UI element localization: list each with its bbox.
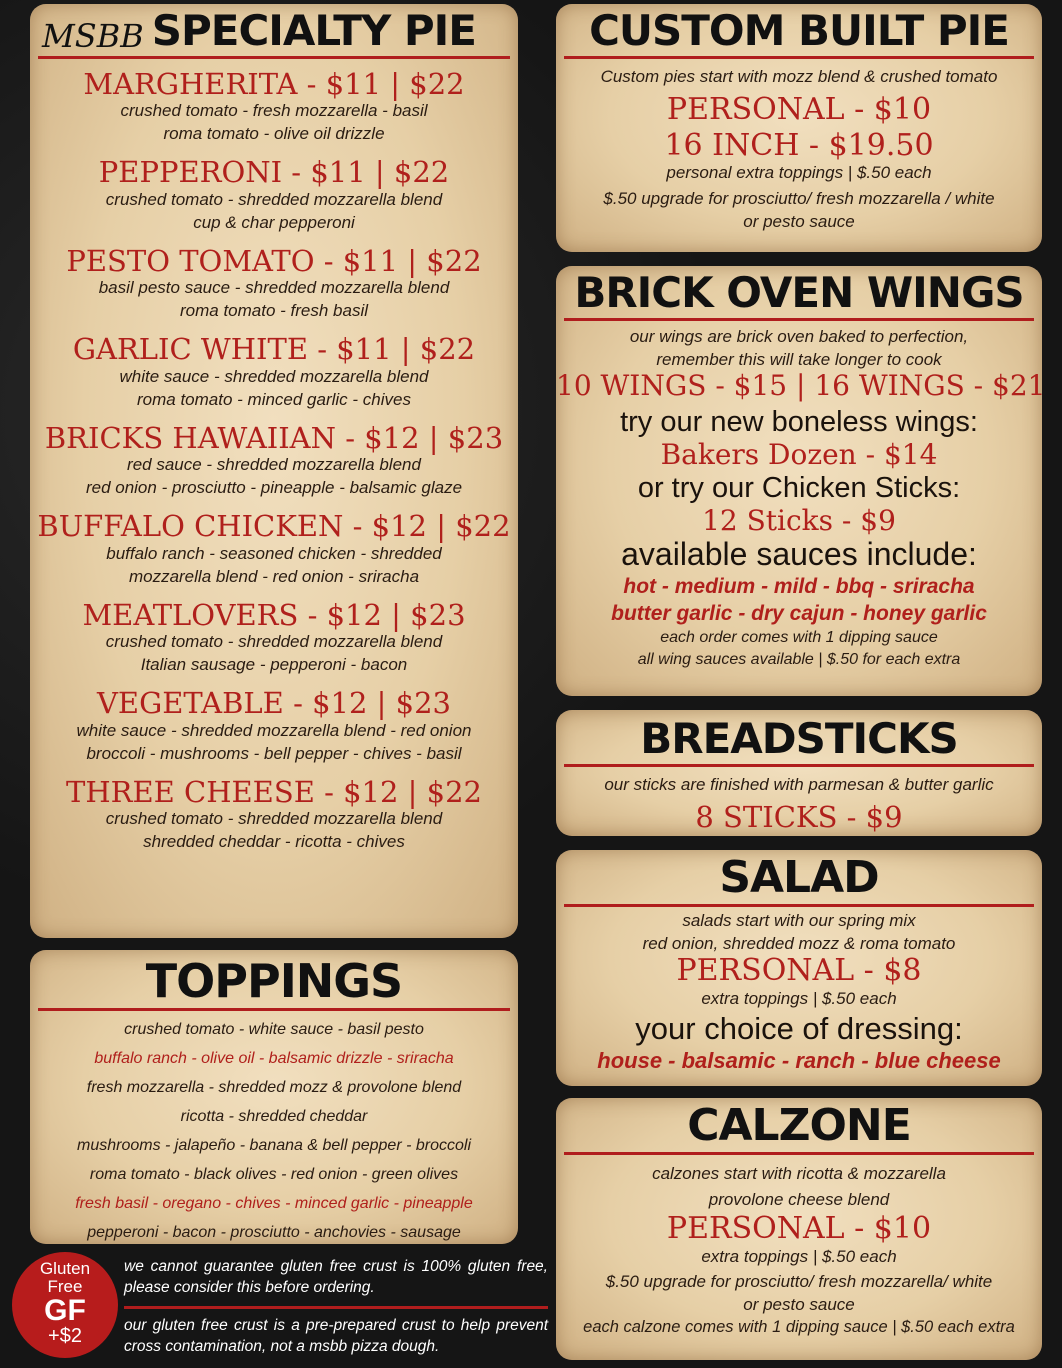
menu-item [30, 774, 518, 853]
gf-note: we cannot guarantee gluten free crust is 100% gluten free, please consider this before ordering. [124, 1258, 548, 1296]
dressing-list: house - balsamic - ranch - blue cheese [597, 1047, 1001, 1073]
custom-divider [564, 56, 1034, 59]
item-desc: crushed tomato - shredded mozzarella blend [105, 189, 443, 209]
salad-divider [564, 904, 1034, 907]
salad-price: PERSONAL - $8 [676, 953, 922, 988]
item-desc: roma tomato - minced garlic - chives [137, 389, 411, 409]
item-desc: crushed tomato - shredded mozzarella blend [105, 632, 443, 652]
salad-intro: red onion, shredded mozz & roma tomato [642, 934, 956, 953]
toppings-divider [38, 1008, 510, 1011]
menu-item [30, 420, 518, 499]
custom-pie-panel [556, 4, 1042, 252]
custom-line: or pesto sauce [743, 212, 855, 231]
item-desc: crushed tomato - shredded mozzarella blend [105, 808, 443, 828]
custom-title: CUSTOM BUILT PIE [589, 6, 1009, 55]
salad-extra: extra toppings | $.50 each [701, 988, 897, 1008]
toppings-title: TOPPINGS [145, 954, 403, 1008]
breadsticks-intro: our sticks are finished with parmesan & butter garlic [604, 775, 994, 794]
item-desc: shredded cheddar - ricotta - chives [143, 831, 405, 851]
item-desc: white sauce - shredded mozzarella blend [119, 366, 429, 386]
menu-item [30, 334, 518, 410]
salad-intro: salads start with our spring mix [682, 911, 916, 930]
topping-line: fresh mozzarella - shredded mozz & provolone blend [86, 1079, 462, 1096]
custom-line: personal extra toppings | $.50 each [666, 163, 932, 182]
calzone-title: CALZONE [687, 1100, 911, 1151]
calzone-divider [564, 1152, 1034, 1155]
toppings-panel [30, 950, 518, 1244]
calzone-panel [556, 1098, 1042, 1360]
calzone-extra: extra toppings | $.50 each [701, 1246, 897, 1266]
gf-badge-line: Free [47, 1277, 83, 1296]
custom-intro: Custom pies start with mozz blend & crushed tomato [600, 67, 998, 86]
gluten-free-notes [124, 1256, 548, 1357]
topping-line: fresh basil - oregano - chives - minced garlic - pineapple [75, 1195, 473, 1212]
item-desc: cup & char pepperoni [193, 212, 355, 232]
item-price: PEPPERONI - $11 | $22 [98, 155, 450, 190]
sauce-list: butter garlic - dry cajun - honey garlic [611, 602, 987, 626]
menu-item [30, 511, 518, 587]
salad-panel [556, 850, 1042, 1086]
sticks-price: 12 Sticks - $9 [702, 503, 896, 537]
calzone-price: PERSONAL - $10 [666, 1211, 932, 1246]
item-price: BUFFALO CHICKEN - $12 | $22 [37, 509, 511, 544]
gf-note: our gluten free crust is a pre-prepared crust to help prevent cross contamination, not a msbb pizza dough. [124, 1317, 548, 1355]
breadsticks-price: 8 STICKS - $9 [695, 800, 903, 834]
item-price: MARGHERITA - $11 | $22 [83, 67, 465, 101]
wings-note: all wing sauces available | $.50 for each extra [637, 651, 961, 669]
item-desc: mozzarella blend - red onion - sriracha [128, 566, 420, 586]
wings-price: 10 WINGS - $15 | 16 WINGS - $21 [556, 369, 1046, 402]
item-desc: roma tomato - olive oil drizzle [163, 124, 385, 144]
wings-note: each order comes with 1 dipping sauce [660, 629, 938, 647]
calzone-intro: calzones start with ricotta & mozzarella [652, 1164, 946, 1183]
item-price: THREE CHEESE - $12 | $22 [65, 774, 483, 809]
item-desc: buffalo ranch - seasoned chicken - shredded [106, 543, 442, 563]
breadsticks-title: BREADSTICKS [640, 714, 958, 763]
topping-line: buffalo ranch - olive oil - balsamic drizzle - sriracha [94, 1050, 454, 1067]
gf-badge-line: Gluten [39, 1259, 91, 1278]
item-price: BRICKS HAWAIIAN - $12 | $23 [44, 420, 504, 455]
wings-divider [564, 318, 1034, 321]
specialty-divider [38, 56, 510, 59]
specialty-header [30, 4, 518, 56]
item-price: VEGETABLE - $12 | $23 [96, 686, 452, 721]
topping-line: mushrooms - jalapeño - banana & bell pepper - broccoli [77, 1137, 471, 1154]
gf-divider [124, 1306, 548, 1309]
topping-line: roma tomato - black olives - red onion - green olives [89, 1166, 459, 1183]
item-desc: crushed tomato - fresh mozzarella - basil [120, 101, 428, 121]
menu-item [30, 688, 518, 764]
calzone-intro: provolone cheese blend [708, 1190, 890, 1209]
topping-line: ricotta - shredded cheddar [180, 1108, 368, 1125]
menu-item [30, 597, 518, 676]
menu-item [30, 69, 518, 145]
item-price: GARLIC WHITE - $11 | $22 [72, 332, 476, 367]
item-desc: white sauce - shredded mozzarella blend - red onion [76, 720, 472, 740]
calzone-upgrade: or pesto sauce [743, 1294, 855, 1314]
item-desc: red sauce - shredded mozzarella blend [127, 455, 421, 475]
breadsticks-divider [564, 764, 1034, 767]
sauces-heading: available sauces include: [621, 536, 977, 573]
msbb-logo: MSBB [42, 17, 144, 55]
gf-badge-line: GF [44, 1294, 86, 1327]
specialty-list [30, 69, 518, 853]
custom-price-personal: PERSONAL - $10 [666, 92, 932, 127]
wings-panel [556, 266, 1046, 696]
item-desc: Italian sausage - pepperoni - bacon [140, 655, 408, 675]
custom-line: $.50 upgrade for prosciutto/ fresh mozzarella / white [603, 189, 995, 208]
custom-price-16: 16 INCH - $19.50 [664, 127, 934, 163]
dressing-heading: your choice of dressing: [635, 1010, 963, 1046]
sticks-heading: or try our Chicken Sticks: [637, 471, 961, 504]
wings-title: BRICK OVEN WINGS [574, 268, 1024, 317]
calzone-note: each calzone comes with 1 dipping sauce | $.50 each extra [583, 1317, 1015, 1336]
item-desc: basil pesto sauce - shredded mozzarella blend [98, 278, 450, 298]
boneless-price: Bakers Dozen - $14 [660, 438, 938, 472]
menu-item [30, 157, 518, 233]
sauce-list: hot - medium - mild - bbq - sriracha [623, 575, 975, 599]
item-price: MEATLOVERS - $12 | $23 [82, 597, 466, 632]
specialty-title: SPECIALTY PIE [151, 6, 476, 55]
specialty-pie-panel [30, 4, 518, 938]
item-desc: broccoli - mushrooms - bell pepper - chives - basil [86, 743, 462, 763]
wings-intro: our wings are brick oven baked to perfection, [629, 327, 969, 346]
gluten-free-badge [12, 1252, 118, 1358]
topping-line: pepperoni - bacon - prosciutto - anchovies - sausage [87, 1224, 461, 1241]
item-price: PESTO TOMATO - $11 | $22 [66, 243, 482, 278]
gf-badge-price: +$2 [48, 1325, 82, 1347]
topping-line: crushed tomato - white sauce - basil pesto [124, 1021, 424, 1038]
salad-title: SALAD [719, 852, 879, 903]
menu-item [30, 243, 518, 322]
boneless-heading: try our new boneless wings: [620, 406, 978, 439]
calzone-upgrade: $.50 upgrade for prosciutto/ fresh mozzarella/ white [605, 1271, 993, 1291]
breadsticks-panel [556, 710, 1042, 836]
item-desc: roma tomato - fresh basil [179, 301, 368, 321]
item-desc: red onion - prosciutto - pineapple - balsamic glaze [85, 478, 463, 498]
wings-intro: remember this will take longer to cook [656, 350, 942, 369]
